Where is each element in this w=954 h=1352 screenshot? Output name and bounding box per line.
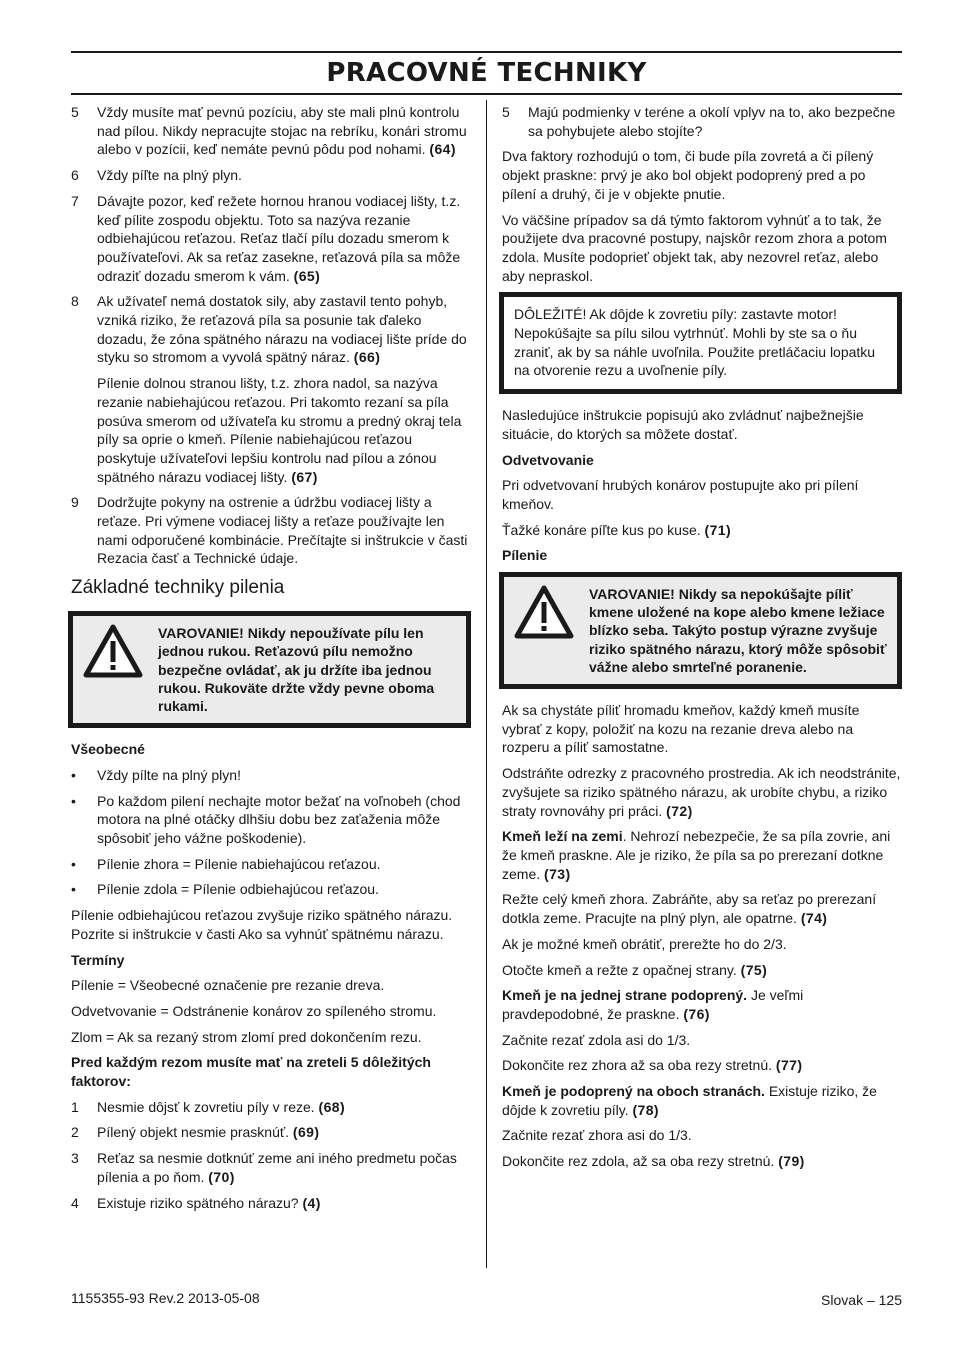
bullet-item: [71, 792, 471, 848]
item-number: 8: [71, 293, 79, 310]
paragraph: Vo väčšine prípadov sa dá týmto faktorom vyhnúť a to tak, že použijete dva pracovné postupy, najskôr rezom zhora a potom zdola. Musíte podoprieť objekt tak, aby nezovrel reťaz, alebo aby nepraskol.: [502, 211, 887, 284]
numbered-list: [71, 103, 471, 367]
left-column: [71, 103, 471, 1219]
list-item: [71, 166, 471, 185]
item-number: 4: [71, 1194, 79, 1211]
paragraph: Začnite rezať zdola asi do 1/3.: [502, 1031, 691, 1048]
figure-ref: (79): [778, 1153, 805, 1170]
figure-ref: (72): [666, 802, 693, 819]
warning-text: VAROVANIE! Nikdy nepoužívate pílu len jednou rukou. Reťazovú pílu nemožno bezpečne ovládať, ak ju držíte iba jednou rukou. Rukoväte držte vždy pevne oboma rukami.: [158, 625, 435, 714]
paragraph: Kmeň leží na zemi. Nehrozí nebezpečie, že sa píla zovrie, ani že kmeň praskne. Ale je riziko, že píla sa po prerezaní dotkne zeme. (73): [502, 828, 891, 882]
item-body: Reťaz sa nesmie dotknúť zeme ani iného predmetu počas pílenia a po ňom.: [97, 1150, 457, 1185]
figure-ref: (73): [544, 865, 571, 882]
bullet-icon: •: [71, 766, 76, 783]
list-item: [71, 192, 471, 286]
paragraph: Nasledujúce inštrukcie popisujú ako zvládnuť najbežnejšie situácie, do ktorých sa môžete dostať.: [502, 407, 864, 442]
item-body: Dávajte pozor, keď režete hornou hranou vodiacej lišty, t.z. keď pílite zospodu objektu. Toto sa nazýva rezanie odbiehajúcou reťazou. Reťaz tlačí pílu dozadu smerom k používateľovi. Ak sa reťaz zasekne, reťazová píla sa môže odraziť dozadu smerom k vám.: [97, 192, 461, 284]
item-text: [97, 166, 471, 185]
figure-ref: (70): [208, 1168, 235, 1185]
item-8-paragraph: Pílenie dolnou stranou lišty, t.z. zhora nadol, sa nazýva rezanie nabiehajúcou reťazou. Pri takomto rezaní sa píla posúva smerom od užívateľa ku stromu a predný okraj tela píly sa oprie o kmeň. Pílenie nabiehajúcou reťazou poskytuje užívateľovi lepšiu kontrolu nad pílou a zónou spätného nárazu vodiacej lišty. (67): [97, 375, 462, 485]
section-heading: Základné techniky pilenia: [71, 577, 285, 599]
figure-ref: (68): [318, 1098, 346, 1115]
term-definition: Pílenie = Všeobecné označenie pre rezanie dreva.: [71, 977, 385, 994]
item-number: 2: [71, 1124, 79, 1141]
figure-ref: (67): [291, 468, 318, 485]
item-number: 3: [71, 1150, 79, 1167]
item-body: Existuje riziko spätného nárazu?: [97, 1194, 303, 1211]
item-number: 5: [502, 104, 510, 120]
item-text: [97, 292, 471, 367]
item-number: 7: [71, 192, 79, 209]
bullet-icon: •: [71, 881, 76, 898]
paragraph: Ak sa chystáte píliť hromadu kmeňov, každý kmeň musíte vybrať z kopy, položiť na kozu na rezanie dreva alebo na rozperu a píliť samostatne.: [502, 702, 860, 756]
list-item: [71, 1149, 471, 1186]
item-text: [97, 1123, 471, 1142]
paragraph: Ak je možné kmeň obrátiť, prerežte ho do 2/3.: [502, 935, 787, 952]
item-number: 9: [71, 494, 79, 511]
item-body: Vždy musíte mať pevnú pozíciu, aby ste mali plnú kontrolu nad pílou. Nikdy nepracujte stojac na rebríku, konári stromu alebo v pozícii, keď nemáte pevnú pôdu pod nohami.: [97, 104, 467, 158]
warning-triangle-icon: [83, 624, 143, 678]
figure-ref: (77): [775, 1057, 803, 1074]
right-column: [502, 103, 902, 1178]
page-header: [71, 51, 902, 95]
paragraph: Dokončite rez zdola, až sa oba rezy stretnú. (79): [502, 1153, 805, 1170]
figure-ref: (74): [800, 910, 828, 927]
item-body: Pílený objekt nesmie prasknúť.: [97, 1124, 293, 1141]
list-item: [71, 1194, 471, 1213]
item-number: 5: [71, 104, 79, 120]
important-box: [499, 292, 902, 394]
bullet-icon: •: [71, 855, 76, 872]
item-body: Nesmie dôjsť k zovretiu píly v reze.: [97, 1098, 319, 1115]
paragraph: Dva faktory rozhodujú o tom, či bude píla zovretá a či pílený objekt praskne: prvý je ako bol objekt podoprený pred a po pílení a druhý, či je v objekte pnutie.: [502, 148, 874, 202]
list-item: [71, 1123, 471, 1142]
paragraph: Dokončite rez zhora až sa oba rezy stretnú. (77): [502, 1057, 803, 1074]
bullet-item: [71, 855, 471, 874]
warning-box: [499, 572, 902, 689]
list-item: [502, 103, 902, 140]
important-text: DÔLEŽITÉ! Ak dôjde k zovretiu píly: zastavte motor! Nepokúšajte sa pílu silou vytrhnúť. Mohli by ste sa o ňu zraniť, ak by sa náhle uvoľnila. Použite pretláčaciu lopatku na otvorenie rezu a uvoľnenie píly.: [514, 306, 876, 379]
item-number: 6: [71, 167, 79, 184]
cutting-heading: Pílenie: [502, 547, 548, 564]
list-item: [71, 292, 471, 367]
terms-list: [71, 976, 471, 1046]
term-definition: Zlom = Ak sa rezaný strom zlomí pred dokončením rezu.: [71, 1028, 422, 1045]
item-text: [97, 1149, 471, 1186]
item-body: Vždy píľte na plný plyn.: [97, 167, 242, 184]
paragraph: Režte celý kmeň zhora. Zabráňte, aby sa reťaz po prerezaní dotkla zeme. Pracujte na plný plyn, ale opatrne. (74): [502, 891, 877, 927]
general-heading: Všeobecné: [71, 741, 145, 758]
bullet-list: [71, 766, 471, 899]
figure-ref: (64): [429, 141, 456, 158]
list-item: [71, 1098, 471, 1117]
figure-ref: (71): [704, 521, 732, 538]
factors-list: [71, 1098, 471, 1213]
item-text: Majú podmienky v teréne a okolí vplyv na to, ako bezpečne sa pohybujete alebo stojíte?: [528, 104, 896, 139]
item-text: Dodržujte pokyny na ostrenie a údržbu vodiacej lišty a reťaze. Pri výmene vodiacej lišty a reťaze používajte len nami odporučené kombinácie. Prečítajte si inštrukcie v časti Rezacia časť a Technické údaje.: [97, 494, 468, 567]
paragraph: Kmeň je na jednej strane podoprený. Je veľmi pravdepodobné, že praskne. (76): [502, 987, 804, 1022]
term-definition: Odvetvovanie = Odstránenie konárov zo spíleného stromu.: [71, 1002, 437, 1019]
figure-ref: (66): [353, 349, 381, 366]
terms-heading: Termíny: [71, 951, 125, 968]
figure-ref: (78): [632, 1101, 659, 1118]
figure-ref: (65): [293, 267, 321, 284]
kickback-paragraph: Pílenie odbiehajúcou reťazou zvyšuje riziko spätného nárazu. Pozrite si inštrukcie v časti Ako sa vyhnúť spätnému nárazu.: [71, 907, 453, 942]
figure-ref: (69): [292, 1124, 320, 1141]
item-text: [97, 1194, 471, 1213]
warning-text: VAROVANIE! Nikdy sa nepokúšajte píliť kmene uložené na kope alebo kmene ležiace blízko seba. Takýto postup výrazne zvyšuje riziko spätného nárazu, ktorý môže spôsobiť vážne alebo smrteľné poranenie.: [589, 586, 887, 675]
item-text: [97, 192, 471, 286]
delimbing-heading: Odvetvovanie: [502, 451, 594, 468]
paragraph: Kmeň je podoprený na oboch stranách. Existuje riziko, že dôjde k zovretiu píly. (78): [502, 1083, 877, 1118]
list-item: [71, 493, 471, 568]
bullet-text: Vždy pílte na plný plyn!: [97, 766, 241, 783]
page-number: Slovak – 125: [821, 1292, 902, 1308]
bullet-text: Po každom pilení nechajte motor bežať na voľnobeh (chod motora na plné otáčky dlhšiu dobu bez zaťaženia môže spôsobiť jeho vážne poškodenie).: [97, 792, 461, 846]
column-divider: [486, 100, 487, 1268]
bullet-text: Pílenie zdola = Pílenie odbiehajúcou reťazou.: [97, 881, 379, 898]
warning-triangle-icon: [514, 585, 574, 639]
bullet-text: Pílenie zhora = Pílenie nabiehajúcou reťazou.: [97, 855, 381, 872]
item-number: 1: [71, 1098, 79, 1115]
factors-heading: Pred každým rezom musíte mať na zreteli 5 dôležitých faktorov:: [71, 1054, 431, 1090]
page-title: PRACOVNÉ TECHNIKY: [326, 58, 647, 88]
item-text: [97, 1098, 471, 1117]
item-text: [97, 103, 471, 159]
paragraph: Otočte kmeň a režte z opačnej strany. (75): [502, 961, 768, 978]
bullet-item: [71, 880, 471, 899]
item-body: Ak užívateľ nemá dostatok sily, aby zastavil tento pohyb, vzniká riziko, že reťazová píla sa posunie tak ďaleko dozadu, že zóna spätného nárazu na vodiacej lište príde do styku so stromom a vyvolá spätný náraz.: [97, 293, 467, 366]
paragraph: Začnite rezať zhora asi do 1/3.: [502, 1127, 692, 1144]
document-id: 1155355-93 Rev.2 2013-05-08: [71, 1290, 260, 1306]
figure-ref: (4): [302, 1194, 321, 1211]
figure-ref: (75): [740, 961, 768, 978]
bullet-item: [71, 766, 471, 785]
warning-box: [68, 611, 471, 728]
paragraph: Ťažké konáre píľte kus po kuse. (71): [502, 521, 732, 538]
figure-ref: (76): [683, 1005, 710, 1022]
paragraph: Odstráňte odrezky z pracovného prostredia. Ak ich neodstránite, zvyšujete sa riziko spätného nárazu, ak urobíte chybu, a riziko straty rovnováhy pri práci. (72): [502, 765, 901, 819]
paragraph: Pri odvetvovaní hrubých konárov postupujte ako pri pílení kmeňov.: [502, 477, 859, 512]
list-item: [71, 103, 471, 159]
bullet-icon: •: [71, 792, 76, 809]
